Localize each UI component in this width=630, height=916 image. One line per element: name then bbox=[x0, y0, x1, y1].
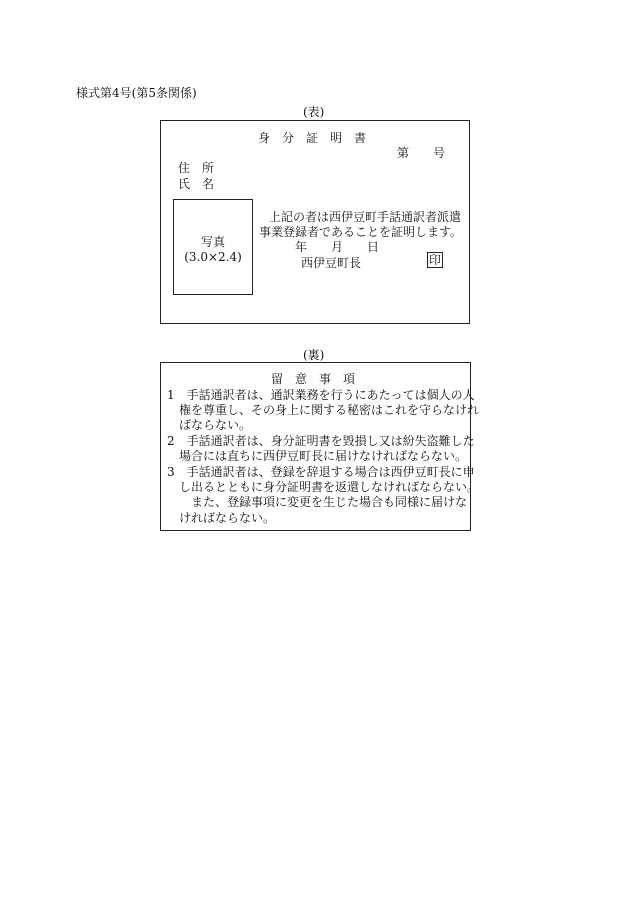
statement-line-1: 上記の者は西伊豆町手話通訳者派遣 bbox=[269, 210, 462, 224]
issuer-name: 西伊豆町長 bbox=[301, 256, 362, 270]
note-line: 2 手話通訳者は、身分証明書を毀損し又は紛失盗難した bbox=[167, 434, 475, 448]
front-side-label: (表) bbox=[303, 105, 325, 119]
photo-placeholder bbox=[173, 199, 253, 295]
note-line: 場合には直ちに西伊豆町長に届けなければならない。 bbox=[167, 449, 468, 463]
card-number-label: 第 号 bbox=[397, 146, 446, 160]
photo-size: (3.0×2.4) bbox=[184, 250, 242, 264]
statement-line-2: 事業登録者であることを証明します。 bbox=[259, 225, 463, 239]
note-line: ばならない。 bbox=[167, 418, 252, 432]
note-line: し出るとともに身分証明書を返還しなければならない。 bbox=[167, 480, 480, 494]
address-label: 住 所 bbox=[178, 161, 215, 175]
date-label: 年 月 日 bbox=[295, 240, 380, 254]
form-number-label: 様式第4号(第5条関係) bbox=[76, 86, 197, 100]
seal-mark: 印 bbox=[429, 253, 442, 267]
name-label: 氏 名 bbox=[178, 177, 215, 191]
note-line: 1 手話通訳者は、通訳業務を行うにあたっては個人の人 bbox=[167, 388, 475, 402]
back-side-label: (裏) bbox=[303, 348, 325, 362]
note-line: また、登録事項に変更を生じた場合も同様に届けな bbox=[167, 495, 468, 509]
notes-title: 留 意 事 項 bbox=[271, 372, 356, 386]
id-card-back bbox=[160, 362, 480, 531]
photo-label: 写真 bbox=[200, 235, 225, 249]
id-card-front bbox=[160, 120, 470, 324]
note-line: 権を尊重し、その身上に関する秘密はこれを守らなけれ bbox=[167, 403, 480, 417]
note-line: ければならない。 bbox=[167, 511, 276, 525]
note-line: 3 手話通訳者は、登録を辞退する場合は西伊豆町長に申 bbox=[167, 465, 475, 479]
card-title: 身 分 証 明 書 bbox=[258, 131, 367, 145]
